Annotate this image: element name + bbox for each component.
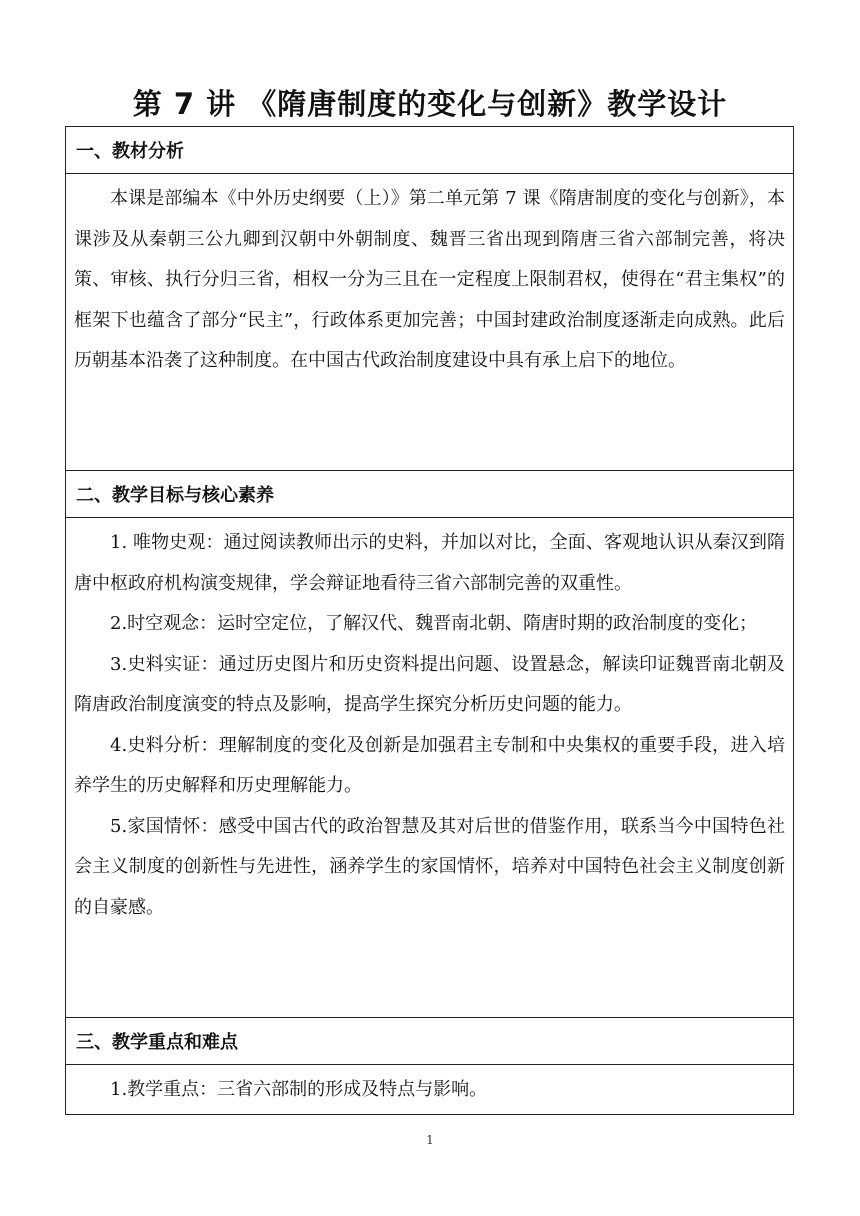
section-heading-materials xyxy=(66,127,793,174)
objective-item: 5.家国情怀：感受中国古代的政治智慧及其对后世的借鉴作用，联系当今中国特色社会主义制度的创新性与先进性，涵养学生的家国情怀，培养对中国特色社会主义制度创新的自豪感。 xyxy=(74,815,785,918)
objective-item: 1. 唯物史观：通过阅读教师出示的史料，并加以对比，全面、客观地认识从秦汉到隋唐中枢政府机构演变规律，学会辩证地看待三省六部制完善的双重性。 xyxy=(74,532,785,594)
section-body-key-points xyxy=(66,1065,793,1114)
section-heading-objectives xyxy=(66,471,793,518)
section-heading-text: 二、教学目标与核心素养 xyxy=(76,485,274,506)
page-number: 1 xyxy=(426,1133,434,1147)
objective-item: 4.史料分析：理解制度的变化及创新是加强君主专制和中央集权的重要手段，进入培养学生的历史解释和历史理解能力。 xyxy=(74,734,785,796)
section-heading-text: 一、教材分析 xyxy=(76,141,184,162)
section-heading-key-points xyxy=(66,1018,793,1065)
document-title: 第 7 讲 《隋唐制度的变化与创新》教学设计 xyxy=(132,87,728,121)
key-point-item: 1.教学重点：三省六部制的形成及特点与影响。 xyxy=(110,1079,488,1100)
paragraph: 本课是部编本《中外历史纲要（上）》第二单元第 7 课《隋唐制度的变化与创新》，本课涉及从秦朝三公九卿到汉朝中外朝制度、魏晋三省出现到隋唐三省六部制完善，将决策、审核、执行分归三省，相权一分为三且在一定程度上限制君权，使得在“君主集权”的框架下也蕴含了部分“民主”，行政体系更加完善；中国封建政治制度逐渐走向成熟。此后历朝基本沿袭了这种制度。在中国古代政治制度建设中具有承上启下的地位。 xyxy=(74,188,785,371)
section-heading-text: 三、教学重点和难点 xyxy=(76,1032,238,1053)
section-body-objectives xyxy=(66,518,793,1018)
objective-item: 2.时空观念：运时空定位，了解汉代、魏晋南北朝、隋唐时期的政治制度的变化； xyxy=(110,613,758,634)
lesson-plan-table xyxy=(65,126,794,1115)
section-body-materials xyxy=(66,174,793,471)
objective-item: 3.史料实证：通过历史图片和历史资料提出问题、设置悬念，解读印证魏晋南北朝及隋唐政治制度演变的特点及影响，提高学生探究分析历史问题的能力。 xyxy=(74,653,785,715)
